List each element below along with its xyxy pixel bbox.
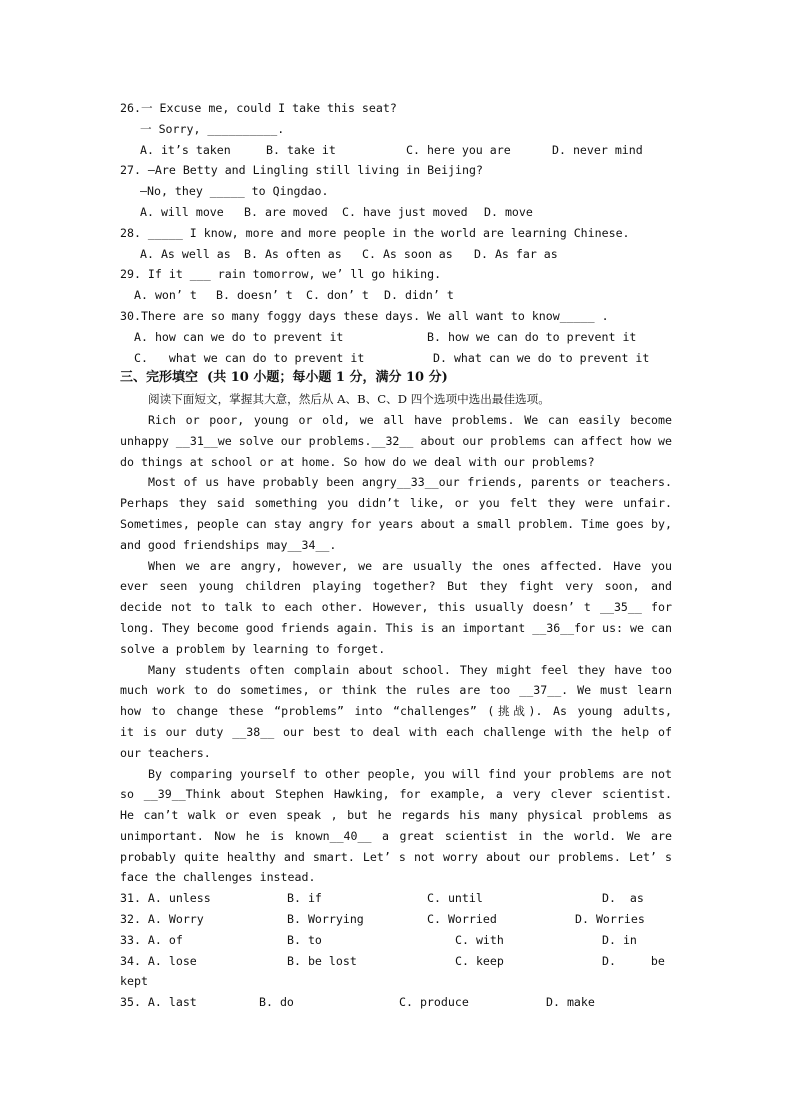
passage-line: unimportant. Now he is known__40__ a great scientist in the world. We are <box>120 828 672 843</box>
q30-option-a: A. how can we do to prevent it <box>134 329 344 344</box>
option-33-c: C. with <box>455 932 504 947</box>
option-35-a: 35. A. last <box>120 995 197 1010</box>
passage-line: our teachers. <box>120 745 211 760</box>
option-34-d: D. be <box>602 953 665 968</box>
options-34 <box>120 951 672 972</box>
passage-line: do things at school or at home. So how do we deal with our problems? <box>120 454 595 469</box>
exam-page <box>120 98 672 1013</box>
option-31-a: 31. A. unless <box>120 891 211 906</box>
passage-line: Sometimes, people can stay angry for years about a small problem. Time goes by, <box>120 516 672 531</box>
passage-line: long. They become good friends again. This is an important __36__for us: we can <box>120 620 672 635</box>
q26-option-a: A. it’s taken <box>140 142 231 157</box>
passage-line: Perhaps they said something you didn’t like, or you felt they were unfair. <box>120 496 672 511</box>
option-31-b: B. if <box>287 891 322 906</box>
q30-option-d: D. what can we do to prevent it <box>433 350 650 365</box>
q27-stem: 27. —Are Betty and Lingling still living in Beijing? <box>120 163 483 178</box>
q30-stem: 30.There are so many foggy days these days. We all want to know_____ . <box>120 308 609 323</box>
q30-option-c: C. what we can do to prevent it <box>134 350 365 365</box>
q29-option-c: C. don’ t <box>306 288 369 303</box>
passage-line: ever seen young children playing together? But they fight very soon, and <box>120 579 672 594</box>
option-34-a: 34. A. lose <box>120 953 197 968</box>
passage-line: face the challenges instead. <box>120 870 316 885</box>
option-34-continuation: kept <box>120 974 148 989</box>
passage-line: how to change these “problems” into “challenges” (挑战). As young adults, <box>120 704 672 719</box>
q26-options <box>120 140 672 161</box>
option-34-b: B. be lost <box>287 953 357 968</box>
option-34-c: C. keep <box>455 953 504 968</box>
option-32-b: B. Worrying <box>287 912 364 927</box>
section-instruction: 阅读下面短文，掌握其大意，然后从 A、B、C、D 四个选项中选出最佳选项。 <box>148 392 550 407</box>
option-32-a: 32. A. Worry <box>120 912 204 927</box>
passage-line: Most of us have probably been angry__33__our friends, parents or teachers. <box>148 475 672 490</box>
q27-option-d: D. move <box>484 204 533 219</box>
option-33-b: B. to <box>287 932 322 947</box>
q29-option-d: D. didn’ t <box>384 288 454 303</box>
options-31 <box>120 888 672 909</box>
q28-option-b: B. As often as <box>244 246 342 261</box>
q29-option-a: A. won’ t <box>134 288 197 303</box>
passage-line: solve a problem by learning to forget. <box>120 641 386 656</box>
passage-line: much work to do sometimes, or think the rules are too __37__. We must learn <box>120 683 672 698</box>
option-35-d: D. make <box>546 995 595 1010</box>
options-32 <box>120 909 672 930</box>
q26-option-b: B. take it <box>266 142 336 157</box>
section-heading: 三、完形填空 (共 10 小题；每小题 1 分，满分 10 分) <box>120 370 448 386</box>
q26-option-c: C. here you are <box>406 142 511 157</box>
option-31-c: C. until <box>427 891 483 906</box>
passage-line: it is our duty __38__ our best to deal with each challenge with the help of <box>120 724 672 739</box>
q29-options <box>120 285 672 306</box>
q26-stem: 26.一 Excuse me, could I take this seat? <box>120 101 397 115</box>
passage-line: so __39__Think about Stephen Hawking, for example, a very clever scientist. <box>120 787 672 802</box>
option-31-d: D. as <box>602 891 644 906</box>
q28-stem: 28. _____ I know, more and more people in the world are learning Chinese. <box>120 225 630 240</box>
passage-line: and good friendships may__34__. <box>120 537 337 552</box>
option-32-d: D. Worries <box>575 912 645 927</box>
q30-option-b: B. how we can do to prevent it <box>427 329 637 344</box>
passage-line: When we are angry, however, we are usually the ones affected. Have you <box>148 558 672 573</box>
passage-line: probably quite healthy and smart. Let’ s not worry about our problems. Let’ s <box>120 849 672 864</box>
passage-line: He can’t walk or even speak , but he regards his many physical problems as <box>120 808 672 823</box>
passage-line: decide not to talk to each other. However, this usually doesn’ t __35__ for <box>120 600 672 615</box>
q30-options-cd <box>120 348 672 369</box>
options-33 <box>120 930 672 951</box>
passage-line: By comparing yourself to other people, you will find your problems are not <box>148 766 672 781</box>
q29-stem: 29. If it ___ rain tomorrow, we’ ll go hiking. <box>120 267 442 282</box>
q27-option-a: A. will move <box>140 204 224 219</box>
option-35-b: B. do <box>259 995 294 1010</box>
q27-options <box>120 202 672 223</box>
q27-option-b: B. are moved <box>244 204 328 219</box>
passage-line: Rich or poor, young or old, we all have problems. We can easily become <box>148 412 672 427</box>
option-35-c: C. produce <box>399 995 469 1010</box>
option-32-c: C. Worried <box>427 912 497 927</box>
q28-option-c: C. As soon as <box>362 246 453 261</box>
option-33-a: 33. A. of <box>120 932 183 947</box>
q27-reply: —No, they _____ to Qingdao. <box>140 184 329 199</box>
q28-option-a: A. As well as <box>140 246 231 261</box>
options-35 <box>120 992 672 1013</box>
q26-reply: 一 Sorry, __________. <box>140 121 285 136</box>
q30-options-ab <box>120 327 672 348</box>
passage-line: unhappy __31__we solve our problems.__32__ about our problems can affect how we <box>120 433 672 448</box>
q26-option-d: D. never mind <box>552 142 643 157</box>
q27-option-c: C. have just moved <box>342 204 468 219</box>
q28-options <box>120 244 672 265</box>
passage-line: Many students often complain about school. They might feel they have too <box>148 662 672 677</box>
option-33-d: D. in <box>602 932 637 947</box>
q28-option-d: D. As far as <box>474 246 558 261</box>
q29-option-b: B. doesn’ t <box>216 288 293 303</box>
